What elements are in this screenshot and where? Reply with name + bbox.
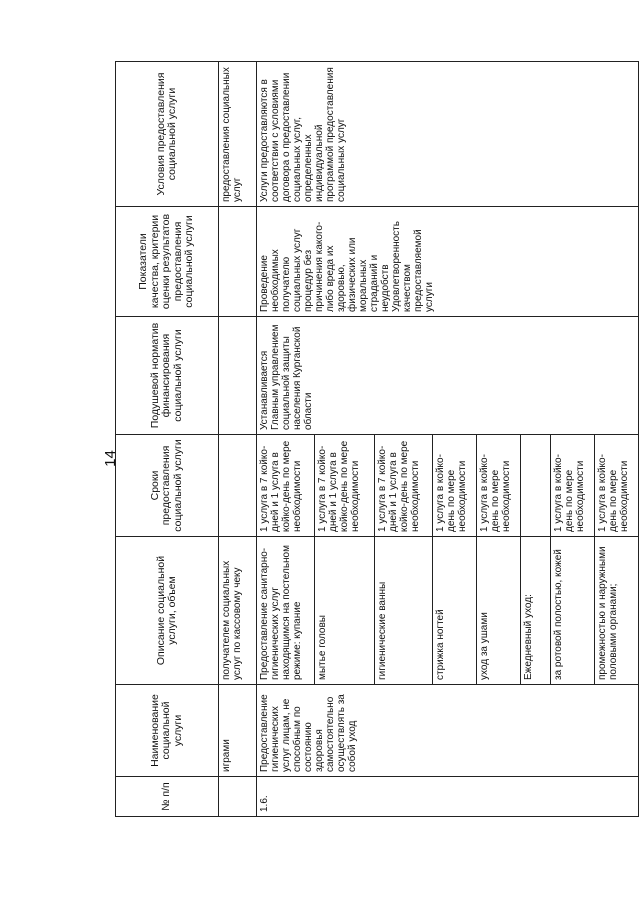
table-row-continuation <box>219 62 257 817</box>
services-table <box>115 61 639 817</box>
cell-conditions: Услуги предоставляются в соответствии с условиями договора о предоставлении социальных услуг, определенных индивидуальной программой предоставления социальных услуг <box>257 62 639 207</box>
cell-norm <box>219 317 257 435</box>
cell-terms: 1 услуга в койко-день по мере необходимости <box>477 435 521 537</box>
cell-terms: 1 услуга в койко-день по мере необходимости <box>551 435 595 537</box>
cell-terms: 1 услуга в 7 койко-дней и 1 услуга в койко-день по мере необходимости <box>257 435 315 537</box>
cell-description: промежностью и наружными половыми органами; <box>595 537 639 685</box>
cell-name: играми <box>219 685 257 777</box>
cell-terms: 1 услуга в 7 койко-дней и 1 услуга в койко-день по мере необходимости <box>315 435 375 537</box>
header-conditions: Условия предоставления социальной услуги <box>116 62 219 207</box>
page-number: 14 <box>101 450 119 467</box>
cell-terms: 1 услуга в койко-день по мере необходимости <box>433 435 477 537</box>
cell-terms <box>521 435 551 537</box>
header-num: № п/п <box>116 777 219 817</box>
header-terms: Сроки предоставления социальной услуги <box>116 435 219 537</box>
header-description: Описание социальной услуги, объем <box>116 537 219 685</box>
cell-description: Ежедневный уход: <box>521 537 551 685</box>
header-name: Наименование социальной услуги <box>116 685 219 777</box>
cell-description: за ротовой полостью, кожей <box>551 537 595 685</box>
cell-description: Предоставление санитарно-гигиенических услуг находящимся на постельном режиме: купание <box>257 537 315 685</box>
cell-norm: Устанавливается Главным управлением социальной защиты населения Курганской области <box>257 317 639 435</box>
cell-description: уход за ушами <box>477 537 521 685</box>
cell-name: Предоставление гигиенических услуг лицам, не способным по состоянию здоровья самостоятельно осуществлять за собой уход <box>257 685 639 777</box>
cell-num: 1.6. <box>257 777 639 817</box>
table-row <box>257 62 315 817</box>
cell-conditions: предоставления социальных услуг <box>219 62 257 207</box>
cell-terms: 1 услуга в 7 койко-дней и 1 услуга в койко-день по мере необходимости <box>375 435 433 537</box>
cell-description: гигиенические ванны <box>375 537 433 685</box>
cell-description: стрижка ногтей <box>433 537 477 685</box>
header-quality: Показатели качества, критерии оценки результатов предоставления социальной услуги <box>116 207 219 317</box>
cell-num <box>219 777 257 817</box>
cell-description: получателем социальных услуг по кассовому чеку <box>219 537 257 685</box>
cell-quality: Проведение необходимых получателю социальных услуг процедур без причинения какого-либо вреда их здоровью, физических или моральных страданий и неудобств Удовлетворенность качеством предоставляемой услуги <box>257 207 639 317</box>
cell-terms: 1 услуга в койко-день по мере необходимости <box>595 435 639 537</box>
cell-terms <box>219 435 257 537</box>
cell-quality <box>219 207 257 317</box>
header-row <box>116 62 219 817</box>
cell-description: мытье головы <box>315 537 375 685</box>
header-norm: Подушевой норматив финансирования социальной услуги <box>116 317 219 435</box>
